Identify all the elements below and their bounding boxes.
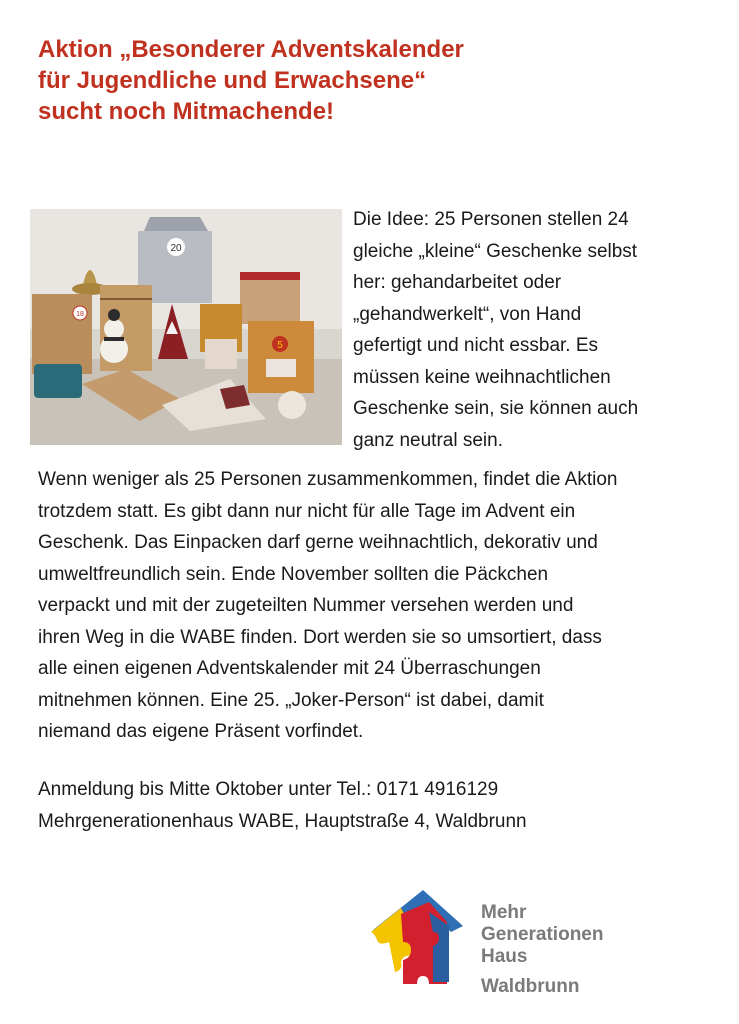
intro-line: müssen keine weihnachtlichen: [353, 366, 611, 388]
logo-text-line: Generationen: [481, 924, 604, 945]
body-line: Wenn weniger als 25 Personen zusammenkommen, findet die Aktion: [38, 469, 618, 490]
title-line-3: sucht noch Mitmachende!: [38, 98, 335, 125]
intro-line: gefertigt und nicht essbar. Es: [353, 335, 599, 356]
title-line-1: Aktion „Besonderer Adventskalender: [38, 36, 464, 63]
intro-line: Geschenke sein, sie können auch: [353, 398, 639, 419]
registration-line: Anmeldung bis Mitte Oktober unter Tel.: 0171 4916129: [38, 779, 499, 800]
photo-tag-20: 20: [170, 243, 182, 254]
intro-line: „gehandwerkelt“, von Hand: [353, 303, 582, 325]
body-line: alle einen eigenen Adventskalender mit 24 Überraschungen: [38, 658, 541, 679]
intro-line: ganz neutral sein.: [353, 429, 503, 451]
photo-tag-5: 5: [277, 340, 283, 351]
intro-line: gleiche „kleine“ Geschenke selbst: [353, 240, 638, 262]
advent-gifts-photo: [30, 209, 342, 445]
body-line: Geschenk. Das Einpacken darf gerne weihnachtlich, dekorativ und: [38, 532, 598, 553]
house-puzzle-logo-icon: [367, 886, 463, 990]
intro-line: her: gehandarbeitet oder: [353, 272, 562, 293]
body-line: verpackt und mit der zugeteilten Nummer versehen werden und: [38, 595, 574, 616]
logo-text-line: Haus: [481, 946, 528, 967]
body-line: niemand das eigene Präsent vorfindet.: [38, 721, 364, 742]
address-line: Mehrgenerationenhaus WABE, Hauptstraße 4, Waldbrunn: [38, 810, 527, 832]
mehrgenerationenhaus-logo: [367, 886, 637, 996]
logo-place: Waldbrunn: [481, 976, 580, 997]
body-line: mitnehmen können. Eine 25. „Joker-Person“ ist dabei, damit: [38, 689, 544, 711]
title-line-2: für Jugendliche und Erwachsene“: [38, 67, 427, 94]
body-line: ihren Weg in die WABE finden. Dort werden sie so umsortiert, dass: [38, 626, 602, 648]
logo-wordmark: [481, 902, 603, 998]
body-paragraph: [38, 464, 718, 748]
photo-tag-18: 18: [76, 311, 84, 318]
body-line: trotzdem statt. Es gibt dann nur nicht für alle Tage im Advent ein: [38, 500, 576, 522]
logo-text-line: Mehr: [481, 902, 527, 923]
body-line: umweltfreundlich sein. Ende November sollten die Päckchen: [38, 563, 549, 585]
page-title: [38, 34, 718, 127]
intro-line: Die Idee: 25 Personen stellen 24: [353, 209, 629, 230]
contact-info: [38, 774, 718, 837]
intro-paragraph: [353, 204, 713, 456]
